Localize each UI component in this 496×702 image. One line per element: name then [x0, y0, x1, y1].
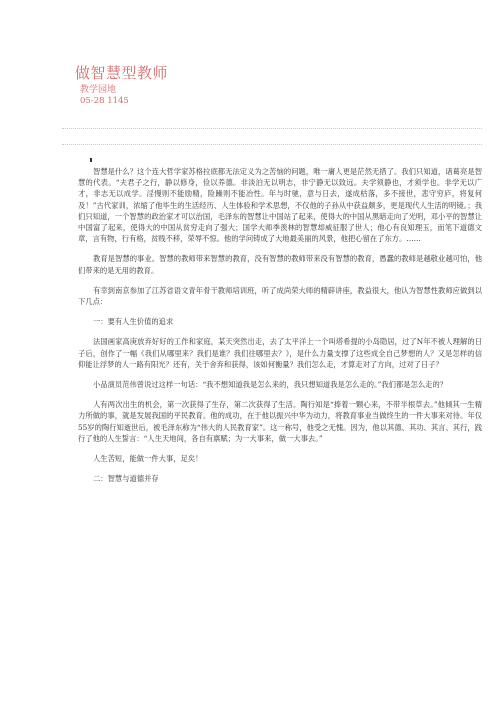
paragraph: 人生苦短，能做一件大事，足矣！: [93, 454, 203, 464]
publish-date: 05-28 1145: [80, 96, 129, 106]
paragraph: 法国画家高庚放弃好好的工作和家庭，某天突然出走，去了太平洋上一个叫塔希提的小岛隐居，过了N年不被人理解的日子后，创作了一幅《我们从哪里来？我们是谁？我们往哪里去？》，是什么力量支撑了这些成全自己梦想的人？又是怎样的信仰能让浮梦的人一路有阳光？还有，关于舍弃和获得，该如何衡量？我们怎么走，才算走对了方向，过对了日子？: [78, 337, 482, 369]
paragraph: 有幸到南京参加了江苏省语文青年骨干教师培训班，听了成尚荣大师的精辟讲座，教益很大，他认为智慧性教师应做到以下几点：: [78, 285, 482, 307]
divider-top: [62, 128, 482, 129]
section-heading: 一：要有人生价值的追求: [93, 317, 174, 327]
bullet-marker: [90, 158, 92, 162]
paragraph: 教育是智慧的事业。智慧的教师带来智慧的教育，没有智慧的教师带来没有智慧的教育，愚蠢的教师是越敬业越可怕，他们带来的是无用的教育。: [78, 254, 482, 275]
paragraph: 小品演员范伟曾说过这样一句话：“我不想知道我是怎么来的，我只想知道我是怎么走的。”我们都是怎么走的？: [93, 380, 448, 390]
divider-bottom: [62, 144, 482, 145]
paragraph: 智慧是什么？这个连大哲学家苏格拉底都无法定义为之苦恼的问题，唯一庸人更是茫然无措了。我们只知道，诸葛亮是智慧的代表。“夫君子之行，静以修身，俭以养德。非淡泊无以明志，非宁静无以致远。夫学须静也，才须学也。非学无以广才，非志无以成学。淫慢则不能励精，险躁则不能冶性。年与时驰，意与日去，遂成枯落，多不接世，悲守穷庐，将复何及！”古代家训，浓缩了他毕生的生活经历、人生体验和学术思想，不仅他的子孙从中获益颇多，更是现代人生活的明镜。；我们只知道，一个智慧的政治家才可以治国，毛泽东的智慧让中国站了起来，使得大的中国从黑暗走向了光明，邓小平的智慧让中国富了起来，使得大的中国从贫穷走向了强大；国学大师季羡林的智慧却威征服了世人；他心有良知理玉，而笔下道德文章，言有物，行有格，贫贱不移，荣辱不惊。他的学问铸成了大地最美丽的风景，他把心留在了东方。……: [78, 167, 482, 244]
category-label[interactable]: 教学园地: [80, 85, 117, 95]
section-heading: 二：智慧与道德并存: [93, 474, 159, 484]
article-body: [78, 166, 482, 493]
article-title: 做智慧型教师: [75, 64, 169, 82]
paragraph: 人有两次出生的机会，第一次获得了生存，第二次获得了生活。陶行知是“捧着一颗心来，不带半根草去。”他倾其一生精力所做的事，就是发展我国的平民教育。他的成功，在于他以振兴中华为动力，将教育事业当做终生的一件大事来对待。年仅55岁的陶行知逝世后，被毛泽东称为“伟大的人民教育家”。这一称号，他受之无愧。因为，他以其德、其功、其言、其行，践行了他的人生誓言：“人生天地间，各自有禀赋；为一大事来，做一大事去。”: [78, 400, 482, 443]
